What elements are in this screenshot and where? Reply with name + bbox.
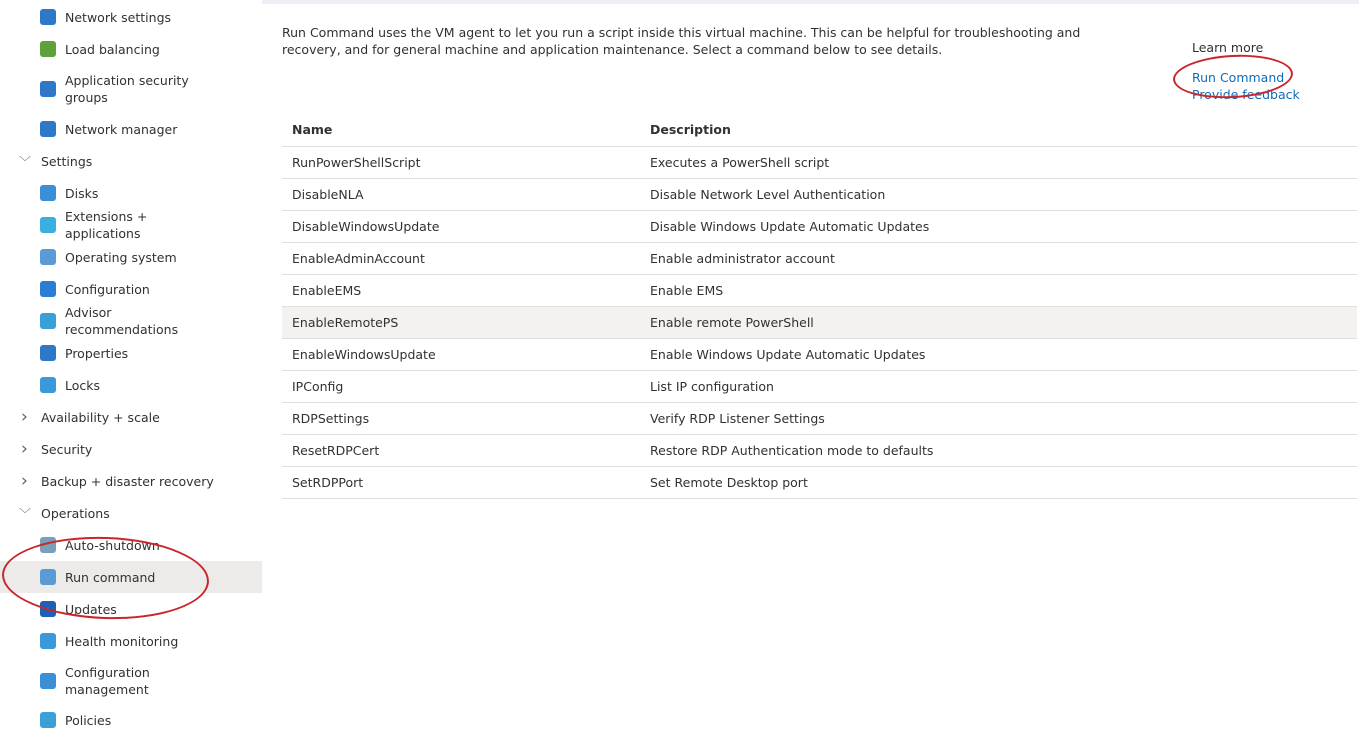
command-name: IPConfig — [282, 370, 640, 402]
sidebar-item-label: Properties — [65, 345, 129, 361]
table-row[interactable] — [282, 434, 1357, 466]
sidebar-nav — [0, 0, 262, 726]
sidebar-item-label: Extensions + applications — [65, 209, 148, 241]
lock-icon — [40, 377, 56, 393]
column-header-description: Description — [640, 113, 1357, 146]
sidebar-item-label: Operations — [41, 505, 110, 521]
command-description: Verify RDP Listener Settings — [640, 402, 1357, 434]
table-row[interactable] — [282, 466, 1357, 498]
extensions-icon — [40, 217, 56, 233]
intro-text: Run Command uses the VM agent to let you run a script inside this virtual machine. This can be helpful for troubleshooting and recovery, and for general machine and application maintenance. Select a command below to see details. — [282, 25, 1081, 57]
command-description: Enable remote PowerShell — [640, 306, 1357, 338]
disks-icon — [40, 185, 56, 201]
sidebar-item-label: Locks — [65, 377, 101, 393]
command-name: EnableAdminAccount — [282, 242, 640, 274]
network-settings-icon — [40, 9, 56, 25]
sidebar-item-operating-system[interactable] — [0, 245, 262, 269]
sidebar-item-label: Backup + disaster recovery — [41, 473, 214, 489]
chevron-down-icon: ﹀ — [19, 506, 32, 521]
sidebar-item-label: Run command — [65, 569, 156, 585]
table-row[interactable] — [282, 274, 1357, 306]
sidebar-item-label: Configuration management — [65, 665, 150, 697]
chevron-right-icon: › — [21, 439, 28, 459]
sidebar-item-network-manager[interactable] — [0, 117, 262, 141]
sidebar-group-availability-scale[interactable] — [0, 405, 262, 429]
command-description: Executes a PowerShell script — [640, 146, 1357, 178]
toolbox-icon — [40, 281, 56, 297]
sidebar-item-label: Health monitoring — [65, 633, 179, 649]
commands-table — [282, 113, 1357, 499]
sidebar-group-security[interactable] — [0, 437, 262, 461]
run-command-docs-link[interactable]: Run Command — [1192, 70, 1285, 85]
command-name: EnableWindowsUpdate — [282, 338, 640, 370]
sidebar-item-run-command[interactable] — [0, 561, 262, 593]
monitor-icon — [40, 249, 56, 265]
checklist-icon — [40, 673, 56, 689]
sidebar-item-label: Disks — [65, 185, 99, 201]
sidebar-item-load-balancing[interactable] — [0, 37, 262, 61]
sidebar-item-label: Availability + scale — [41, 409, 160, 425]
clock-icon — [40, 537, 56, 553]
sidebar-item-label: Updates — [65, 601, 117, 617]
sidebar-item-configuration[interactable] — [0, 277, 262, 301]
sidebar-item-auto-shutdown[interactable] — [0, 533, 262, 557]
sidebar-group-operations[interactable] — [0, 501, 262, 525]
command-description: Disable Network Level Authentication — [640, 178, 1357, 210]
chevron-right-icon: › — [21, 407, 28, 427]
sidebar-item-extensions-applications[interactable] — [0, 209, 262, 241]
sidebar-group-backup-disaster-recovery[interactable] — [0, 469, 262, 493]
sidebar-item-label: Security — [41, 441, 93, 457]
command-name: SetRDPPort — [282, 466, 640, 498]
run-command-icon — [40, 569, 56, 585]
command-name: EnableRemotePS — [282, 306, 640, 338]
learn-more-label: Learn more — [1192, 40, 1264, 55]
chevron-down-icon: ﹀ — [19, 154, 32, 169]
sidebar-item-label: Application security groups — [65, 73, 189, 105]
sidebar-group-settings[interactable] — [0, 149, 262, 173]
sidebar-item-label: Network settings — [65, 9, 172, 25]
sidebar-item-health-monitoring[interactable] — [0, 629, 262, 653]
health-icon — [40, 633, 56, 649]
command-description: Set Remote Desktop port — [640, 466, 1357, 498]
command-name: RunPowerShellScript — [282, 146, 640, 178]
sidebar-item-advisor-recommendations[interactable] — [0, 305, 262, 337]
provide-feedback-link[interactable]: Provide feedback — [1192, 87, 1300, 102]
sidebar-item-application-security-groups[interactable] — [0, 69, 262, 109]
shield-icon — [40, 81, 56, 97]
top-bar — [262, 0, 1359, 4]
table-row[interactable] — [282, 402, 1357, 434]
learn-more-section — [1192, 39, 1300, 103]
column-header-name: Name — [282, 113, 640, 146]
sidebar-item-label: Operating system — [65, 249, 177, 265]
table-row[interactable] — [282, 210, 1357, 242]
sidebar-item-properties[interactable] — [0, 341, 262, 365]
sidebar-item-disks[interactable] — [0, 181, 262, 205]
table-row[interactable] — [282, 306, 1357, 338]
command-name: EnableEMS — [282, 274, 640, 306]
command-name: DisableNLA — [282, 178, 640, 210]
sidebar-item-locks[interactable] — [0, 373, 262, 397]
sidebar-item-updates[interactable] — [0, 597, 262, 621]
chevron-right-icon: › — [21, 471, 28, 491]
command-description: Restore RDP Authentication mode to defaults — [640, 434, 1357, 466]
sidebar-item-label: Network manager — [65, 121, 178, 137]
sidebar-item-label: Policies — [65, 712, 112, 728]
table-row[interactable] — [282, 242, 1357, 274]
command-description: Disable Windows Update Automatic Updates — [640, 210, 1357, 242]
table-header-row — [282, 113, 1357, 146]
command-name: DisableWindowsUpdate — [282, 210, 640, 242]
advisor-icon — [40, 313, 56, 329]
sidebar-item-network-settings[interactable] — [0, 5, 262, 29]
command-description: Enable administrator account — [640, 242, 1357, 274]
sidebar-item-label: Configuration — [65, 281, 150, 297]
table-row[interactable] — [282, 178, 1357, 210]
command-name: RDPSettings — [282, 402, 640, 434]
sidebar-item-configuration-management[interactable] — [0, 661, 262, 701]
sidebar-item-label: Load balancing — [65, 41, 160, 57]
sidebar-item-label: Auto-shutdown — [65, 537, 160, 553]
command-description: List IP configuration — [640, 370, 1357, 402]
table-row[interactable] — [282, 370, 1357, 402]
table-row[interactable] — [282, 338, 1357, 370]
sidebar-item-label: Advisor recommendations — [65, 305, 179, 337]
command-description: Enable EMS — [640, 274, 1357, 306]
network-manager-icon — [40, 121, 56, 137]
load-balancer-icon — [40, 41, 56, 57]
sidebar-item-label: Settings — [41, 153, 93, 169]
command-name: ResetRDPCert — [282, 434, 640, 466]
gear-icon — [40, 601, 56, 617]
properties-icon — [40, 345, 56, 361]
sidebar-item-policies[interactable] — [0, 708, 262, 732]
table-row[interactable] — [282, 146, 1357, 178]
command-description: Enable Windows Update Automatic Updates — [640, 338, 1357, 370]
